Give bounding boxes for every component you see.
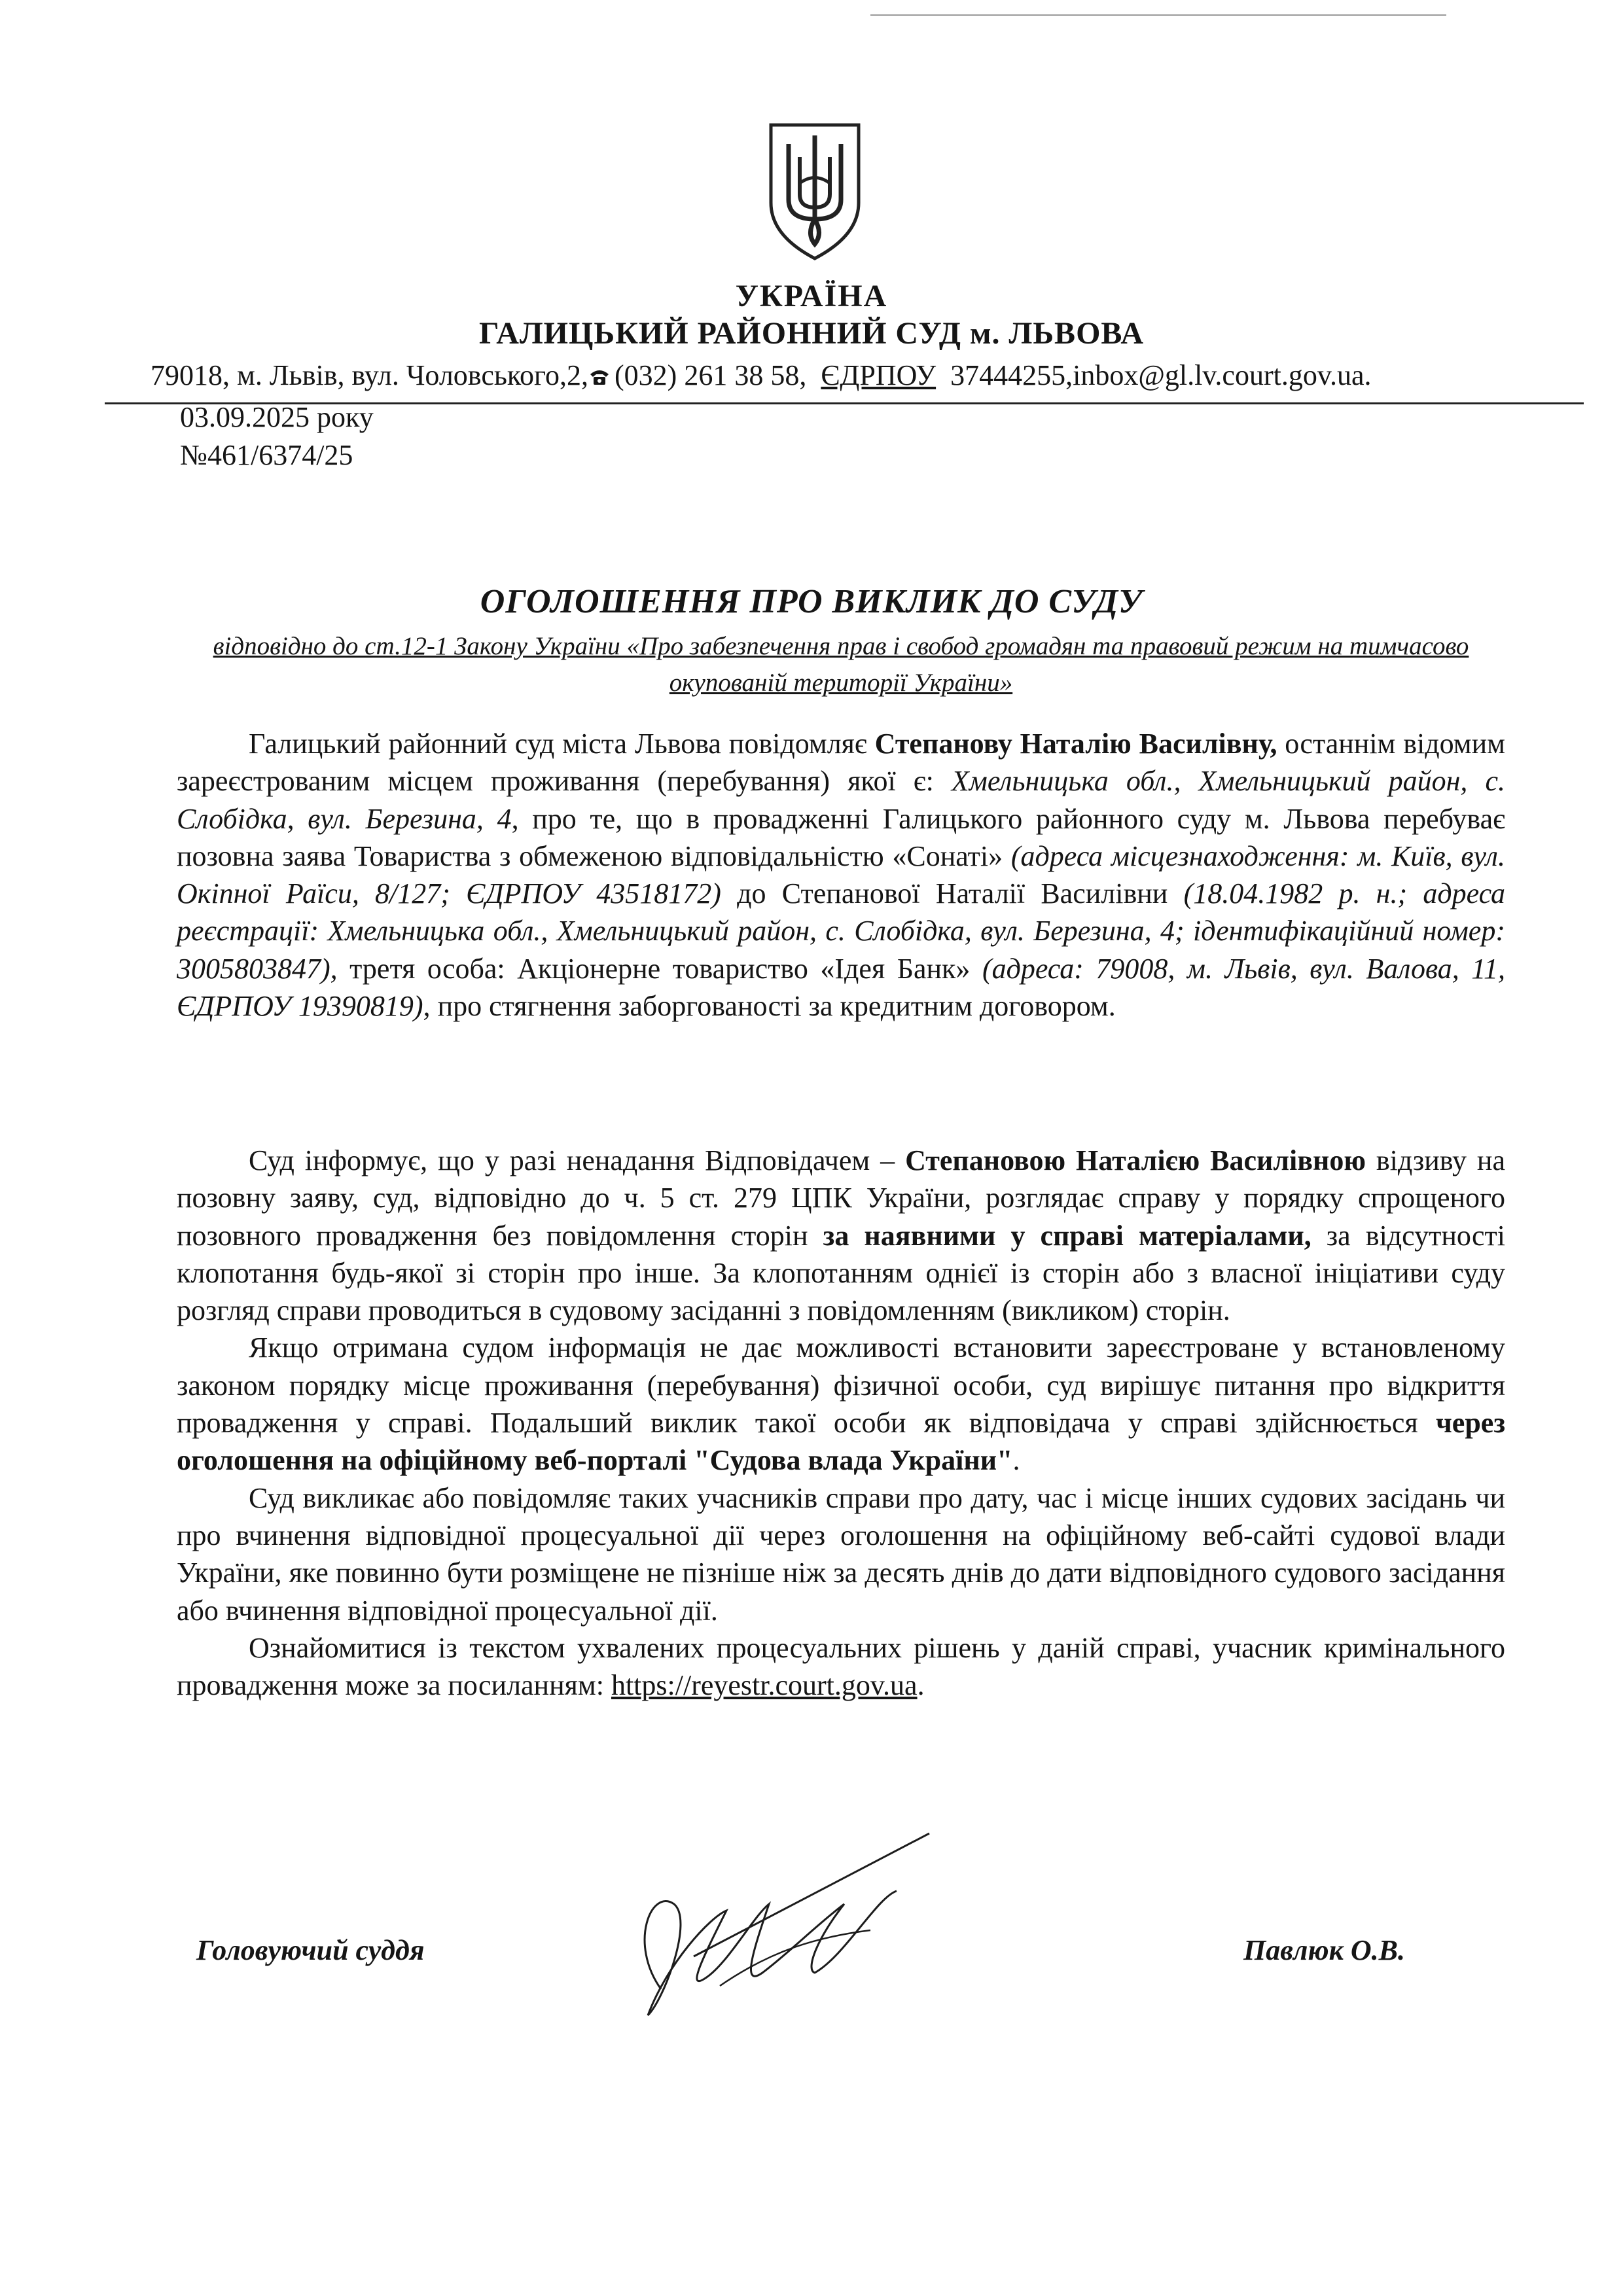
- telephone-icon: [588, 366, 611, 386]
- handwritten-signature: [589, 1826, 949, 2041]
- law-reference: відповідно до ст.12-1 Закону України «Про забезпечення прав і свобод громадян та правовий режим на тимчасово окупованій території України»: [213, 632, 1469, 697]
- paragraph-procedure: Суд інформує, що у разі ненадання Відповідачем – Степановою Наталією Василівною відзиву на позовну заяву, суд, відповідно до ч. 5 ст. 279 ЦПК України, розглядає справу у порядку спрощеного позовного провадження без повідомлення сторін за наявними у справі матеріалами, за відсутності клопотання будь-якої зі сторін про інше. За клопотанням однієї із сторін або з власної ініціативи суду розгляд справи проводиться в судовому засіданні з повідомленням (викликом) сторін. Якщо отримана судом інформація не дає можливості встановити зареєстроване у встановленому законом порядку місце проживання (перебування) фізичної особи, суд вирішує питання про відкриття провадження у справі. Подальший виклик такої особи як відповідача у справі здійснюється через оголошення на офіційному веб-порталі "Судова влада України". Суд викликає або повідомляє таких учасників справи про дату, час і місце інших судових засідань чи про вчинення відповідної процесуальної дії через оголошення на офіційному веб-сайті судової влади України, яке повинно бути розміщене не пізніше ніж за десять днів до дати відповідного судового засідання або вчинення відповідної процесуальної дії. Ознайомитися із текстом ухвалених процесуальних рішень у даній справі, учасник кримінального провадження може за посиланням: https://reyestr.court.gov.ua.: [177, 1144, 1506, 1702]
- court-name: ГАЛИЦЬКИЙ РАЙОННИЙ СУД м. ЛЬВОВА: [478, 316, 1145, 351]
- registry-link[interactable]: https://reyestr.court.gov.ua: [611, 1669, 918, 1702]
- court-phone: (032) 261 38 58: [615, 359, 800, 391]
- paragraph-summons: Галицький районний суд міста Львова повідомляє Степанову Наталію Василівну, останнім відомим зареєстрованим місцем проживання (перебування) якої є: Хмельницька обл., Хмельницький район, с. Слобідка, вул. Березина, 4, про те, що в провадженні Галицького районного суду м. Львова перебуває позовна заява Товариства з обмеженою відповідальністю «Сонаті» (адреса місцезнаходження: м. Київ, вул. Окіпної Раїси, 8/127; ЄДРПОУ 43518172) до Степанової Наталії Василівни (18.04.1982 р. н.; адреса реєстрації: Хмельницька обл., Хмельницький район, с. Слобідка, вул. Березина, 4; ідентифікаційний номер: 3005803847), третя особа: Акціонерне товариство «Ідея Банк» (адреса: 79008, м. Львів, вул. Валова, 11, ЄДРПОУ 19390819), про стягнення заборгованості за кредитним договором.: [177, 728, 1505, 1023]
- case-number: №461/6374/25: [180, 439, 353, 471]
- presiding-judge-label: Головуючий суддя: [196, 1934, 425, 1966]
- edrpou-label: ЄДРПОУ: [821, 359, 936, 391]
- defendant-name: Степанову Наталію Василівну,: [874, 728, 1277, 760]
- judge-name: Павлюк О.В.: [1243, 1934, 1406, 1966]
- edrpou-email: 37444255,inbox@gl.lv.court.gov.ua.: [950, 359, 1372, 391]
- scan-top-line: [870, 14, 1446, 16]
- notice-title: ОГОЛОШЕННЯ ПРО ВИКЛИК ДО СУДУ: [480, 583, 1143, 620]
- coat-of-arms-icon: [766, 121, 864, 262]
- letter-date: 03.09.2025 року: [180, 401, 374, 433]
- country-heading: УКРАЇНА: [735, 279, 888, 313]
- court-address-line: 79018, м. Львів, вул. Чоловського,2, (032) 261 38 58, ЄДРПОУ 37444255,inbox@gl.lv.court.gov.ua.: [151, 359, 1372, 391]
- court-address: 79018, м. Львів, вул. Чоловського,2,: [151, 359, 589, 391]
